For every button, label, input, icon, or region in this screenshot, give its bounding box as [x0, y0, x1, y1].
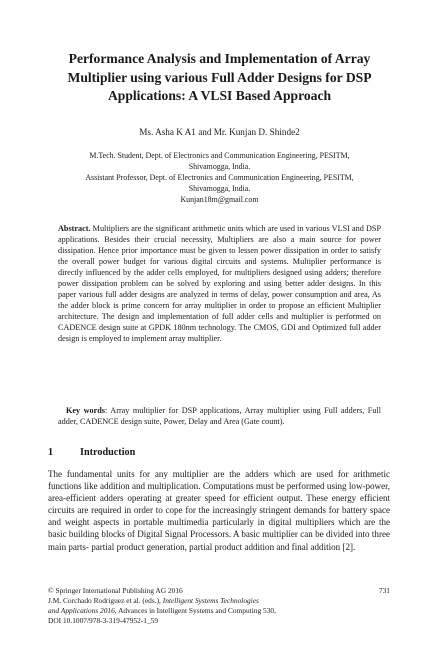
section-heading	[48, 447, 135, 458]
book-title: Intelligent Systems Technologies	[162, 596, 259, 605]
section-body: The fundamental units for any multiplier are the adders which are used for arithmetic functions like addition and multiplication. Computations must be performed using low-power, area-efficient adders operating at greater speed for efficient output. These energy efficient circuits are required in order to cope for the increasingly stringent demands for battery space and weight aspects in portable multimedia particularly in digital multipliers which are the basic building blocks of Digital Signal Processors. A basic multiplier can be divided into three main parts- partial product generation, partial product addition and final addition [2].	[48, 469, 390, 552]
book-title-cont: and Applications 2016	[48, 606, 115, 615]
affiliation-line: M.Tech. Student, Dept. of Electronics and Communication Engineering, PESITM,	[89, 151, 350, 160]
keywords-text: : Array multiplier for DSP applications, Array multiplier using Full adders, Full adder, CADENCE design suite, Power, Delay and Area (Gate count).	[58, 406, 382, 427]
citation-editors: J.M. Corchado Rodriguez et al. (eds.),	[48, 596, 163, 605]
page-footer	[48, 586, 390, 626]
author-email: Kunjan18m@gmail.com	[180, 195, 259, 204]
affiliation-line: Assistant Professor, Dept. of Electronics and Communication Engineering, PESITM,	[85, 173, 354, 182]
author-list: Ms. Asha K A1 and Mr. Kunjan D. Shinde2	[139, 127, 300, 137]
section-title: Introduction	[80, 447, 136, 458]
title-line: Performance Analysis and Implementation of Array	[68, 51, 371, 66]
affiliation-line: Shivamogga, India.	[188, 184, 251, 193]
paper-title	[40, 50, 399, 106]
series-info: , Advances in Intelligent Systems and Computing 530,	[114, 606, 276, 615]
abstract-label: Abstract.	[58, 224, 91, 233]
section-number: 1	[48, 447, 54, 458]
title-line: Applications: A VLSI Based Approach	[107, 88, 332, 103]
keywords-label: Key words	[66, 406, 105, 415]
doi: DOI 10.1007/978-3-319-47952-1_59	[48, 616, 159, 625]
abstract	[58, 223, 381, 345]
abstract-text: Multipliers are the significant arithmetic units which are used in various VLSI and DSP applications. Besides their crucial necessity, Multipliers are also a main source for power dissipation. Hence prior importance must be given to lessen power dissipation in order to satisfy the overall power budget for various digital circuits and systems. Multiplier performance is directly influenced by the adder cells employed, for multipliers designed using adders; therefore power dissipation problem can be solved by exploring and using better adder designs. In this paper various full adder designs are analyzed in terms of delay, power consumption and area, As the adder block is prime concern for array multiplier in order to propose an efficient Multiplier architecture. The design and implementation of full adder cells and multiplier is performed on CADENCE design suite at GPDK 180nm technology. The CMOS, GDI and Optimized full adder design is employed to implement array multiplier.	[58, 224, 382, 344]
copyright-notice: © Springer International Publishing AG 2016	[48, 586, 183, 595]
keywords	[58, 405, 381, 427]
title-line: Multiplier using various Full Adder Designs for DSP	[67, 69, 372, 85]
affiliation-line: Shivamogga, India.	[188, 162, 251, 171]
affiliations	[40, 150, 399, 205]
page-number: 731	[378, 586, 390, 595]
